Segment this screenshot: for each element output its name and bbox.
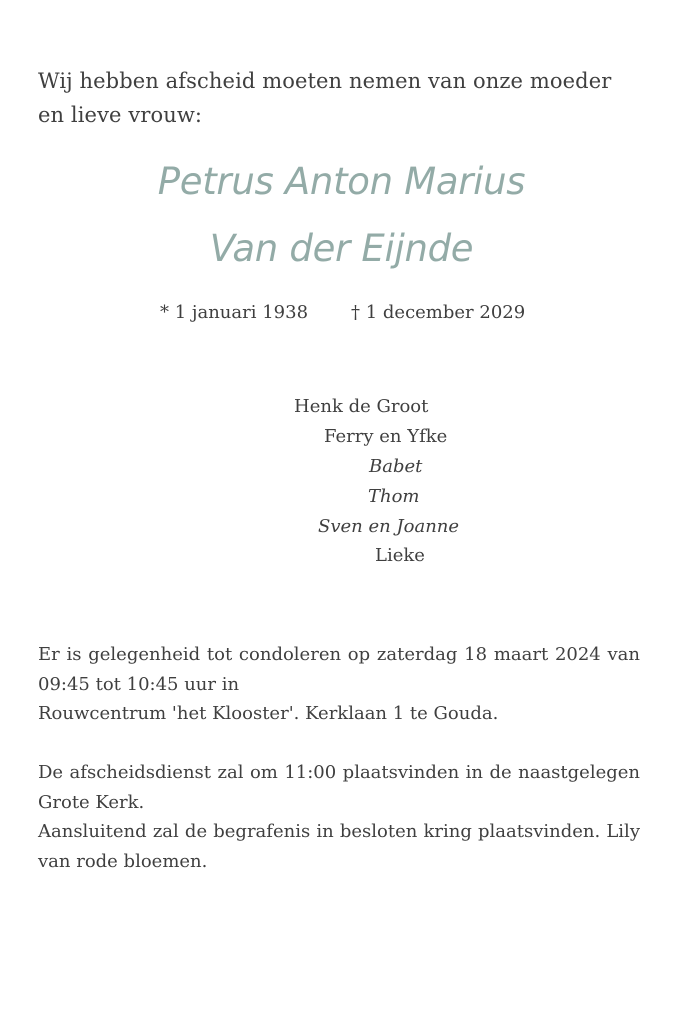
condolence-location: Rouwcentrum 'het Klooster'. Kerklaan 1 te Gouda. [38,703,499,724]
deceased-first-names: Petrus Anton Marius [157,160,526,203]
family-member: Ferry en Yfke [324,426,448,447]
family-member: Sven en Joanne [318,516,460,537]
family-member: Lieke [375,545,425,566]
family-member: Thom [368,486,420,507]
death-date: † 1 december 2029 [351,302,526,323]
burial-info: Aansluitend zal de begrafenis in besloten kring plaatsvinden. Lily van rode bloemen. [38,821,640,872]
family-member: Babet [369,456,423,477]
family-member: Henk de Groot [294,396,429,417]
condolence-info: Er is gelegenheid tot condoleren op zaterdag 18 maart 2024 van 09:45 tot 10:45 uur in [38,644,640,695]
intro-text: Wij hebben afscheid moeten nemen van onze moeder en lieve vrouw: [38,69,612,127]
service-info: De afscheidsdienst zal om 11:00 plaatsvinden in de naastgelegen Grote Kerk. [38,762,640,813]
birth-date: * 1 januari 1938 [160,302,309,323]
deceased-surname: Van der Eijnde [209,227,474,270]
